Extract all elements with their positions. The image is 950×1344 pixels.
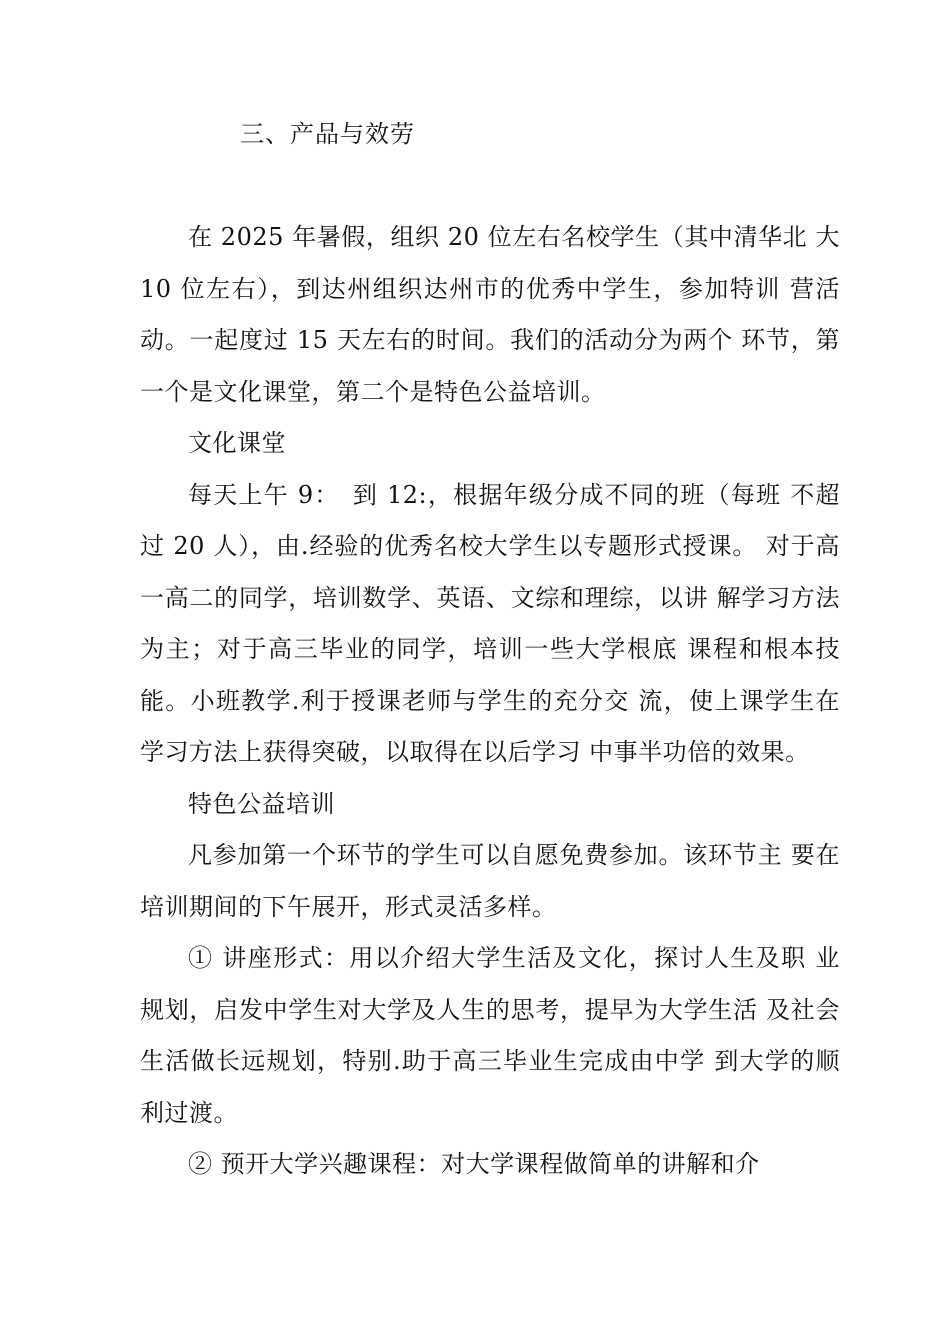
- charity-training-paragraph: 凡参加第一个环节的学生可以自愿免费参加。该环节主 要在培训期间的下午展开，形式灵活多样。: [140, 841, 840, 921]
- lecture-format-paragraph: ① 讲座形式：用以介绍大学生活及文化，探讨人生及职 业规划，启发中学生对大学及人生的思考，提早为大学生活 及社会生活做长远规划，特别.助于高三毕业生完成由中学 到大学的顺利过渡。: [140, 944, 840, 1127]
- body-text: [140, 212, 840, 1191]
- interest-course-paragraph: ② 预开大学兴趣课程：对大学课程做简单的讲解和介: [188, 1150, 760, 1178]
- culture-class-paragraph: 每天上午 9： 到 12:，根据年级分成不同的班（每班 不超过 20 人），由.经验的优秀名校大学生以专题形式授课。 对于高一高二的同学，培训数学、英语、文综和理综，以讲 解学习方法为主；对于高三毕业的同学，培训一些大学根底 课程和根本技能。小班教学.利于授课老师与学生的充分交 流，使上课学生在学习方法上获得突破，以取得在以后学习 中事半功倍的效果。: [140, 480, 840, 766]
- section-heading: 三、产品与效劳: [240, 120, 415, 148]
- subheading-culture-class: 文化课堂: [188, 429, 286, 457]
- subheading-charity-training: 特色公益培训: [188, 789, 335, 818]
- intro-paragraph: 在 2025 年暑假，组织 20 位左右名校学生（其中清华北 大 10 位左右），到达州组织达州市的优秀中学生，参加特训 营活动。一起度过 15 天左右的时间。我们的活动分为两个 环节，第一个是文化课堂，第二个是特色公益培训。: [140, 223, 840, 406]
